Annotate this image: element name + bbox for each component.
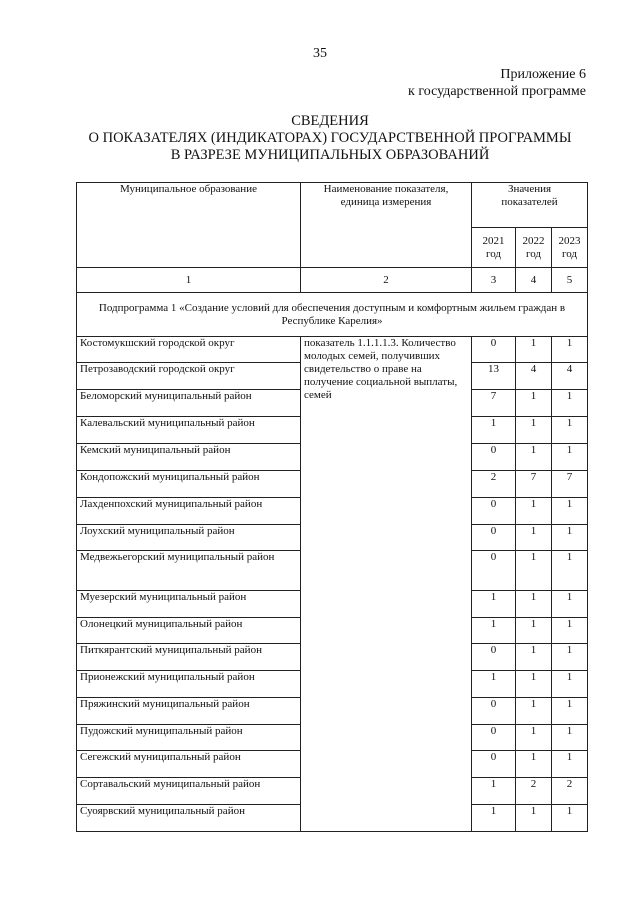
municipality-name: Медвежьегорский муниципальный район [77,551,301,591]
title-line: В РАЗРЕЗЕ МУНИЦИПАЛЬНЫХ ОБРАЗОВАНИЙ [170,147,490,163]
value-2023: 2 [552,778,588,805]
value-2022: 1 [516,444,552,471]
value-2023: 1 [552,618,588,644]
value-2021: 0 [472,725,516,751]
value-2023: 1 [552,805,588,832]
value-2023: 1 [552,525,588,551]
municipality-name: Лоухский муниципальный район [77,525,301,551]
municipality-name: Пудожский муниципальный район [77,725,301,751]
value-2023: 1 [552,337,588,363]
value-2021: 1 [472,618,516,644]
header-year: 2023 год [552,228,588,268]
value-2022: 1 [516,618,552,644]
column-number: 2 [301,268,472,293]
column-number: 5 [552,268,588,293]
value-2021: 0 [472,644,516,671]
value-2023: 1 [552,498,588,525]
appendix-note [408,66,586,100]
municipality-name: Прионежский муниципальный район [77,671,301,698]
value-2023: 1 [552,591,588,618]
municipality-name: Беломорский муниципальный район [77,390,301,417]
municipality-name: Сортавальский муниципальный район [77,778,301,805]
title-line: О ПОКАЗАТЕЛЯХ (ИНДИКАТОРАХ) ГОСУДАРСТВЕННОЙ ПРОГРАММЫ [88,130,572,146]
page-number: 35 [313,46,327,61]
value-2021: 0 [472,498,516,525]
header-municipality: Муниципальное образование [77,183,301,268]
value-2022: 4 [516,363,552,390]
value-2022: 1 [516,591,552,618]
municipality-name: Костомукшский городской округ [77,337,301,363]
municipality-name: Пряжинский муниципальный район [77,698,301,725]
municipality-name: Олонецкий муниципальный район [77,618,301,644]
value-2022: 1 [516,671,552,698]
municipality-name: Калевальский муниципальный район [77,417,301,444]
value-2023: 1 [552,444,588,471]
municipality-name: Муезерский муниципальный район [77,591,301,618]
value-2021: 0 [472,525,516,551]
value-2023: 1 [552,644,588,671]
municipality-name: Суоярвский муниципальный район [77,805,301,832]
value-2022: 1 [516,644,552,671]
value-2022: 7 [516,471,552,498]
value-2022: 1 [516,805,552,832]
value-2021: 0 [472,444,516,471]
value-2022: 1 [516,751,552,778]
column-number: 1 [77,268,301,293]
value-2022: 1 [516,525,552,551]
value-2022: 1 [516,551,552,591]
value-2022: 1 [516,390,552,417]
value-2023: 7 [552,471,588,498]
appendix-line: Приложение 6 [500,67,586,82]
value-2022: 1 [516,725,552,751]
value-2022: 2 [516,778,552,805]
municipality-name: Кондопожский муниципальный район [77,471,301,498]
municipality-name: Сегежский муниципальный район [77,751,301,778]
value-2022: 1 [516,337,552,363]
table-row [77,337,588,363]
value-2021: 13 [472,363,516,390]
value-2021: 0 [472,698,516,725]
header-year: 2021 год [472,228,516,268]
indicator-description: показатель 1.1.1.1.3. Количество молодых семей, получивших свидетельство о праве на получение социальной выплаты, семей [301,337,472,832]
document-title [60,113,600,164]
indicators-table [76,182,588,832]
column-number: 3 [472,268,516,293]
municipality-name: Петрозаводский городской округ [77,363,301,390]
header-values: Значения показателей [472,183,588,228]
appendix-line: к государственной программе [408,84,586,99]
value-2021: 7 [472,390,516,417]
header-year: 2022 год [516,228,552,268]
value-2021: 1 [472,591,516,618]
value-2023: 1 [552,725,588,751]
column-number: 4 [516,268,552,293]
value-2023: 1 [552,551,588,591]
value-2021: 0 [472,551,516,591]
value-2021: 2 [472,471,516,498]
value-2023: 1 [552,390,588,417]
title-line: СВЕДЕНИЯ [291,113,369,129]
value-2021: 1 [472,671,516,698]
value-2021: 1 [472,417,516,444]
value-2023: 1 [552,671,588,698]
municipality-name: Кемский муниципальный район [77,444,301,471]
value-2023: 4 [552,363,588,390]
municipality-name: Питкярантский муниципальный район [77,644,301,671]
value-2021: 0 [472,751,516,778]
value-2022: 1 [516,498,552,525]
value-2023: 1 [552,417,588,444]
value-2022: 1 [516,417,552,444]
value-2021: 1 [472,778,516,805]
value-2022: 1 [516,698,552,725]
value-2023: 1 [552,751,588,778]
value-2021: 0 [472,337,516,363]
value-2021: 1 [472,805,516,832]
value-2023: 1 [552,698,588,725]
subprogram-title: Подпрограмма 1 «Создание условий для обеспечения доступным и комфортным жильем граждан в Республике Карелия» [77,293,588,337]
header-indicator-name: Наименование показателя, единица измерения [301,183,472,268]
municipality-name: Лахденпохский муниципальный район [77,498,301,525]
